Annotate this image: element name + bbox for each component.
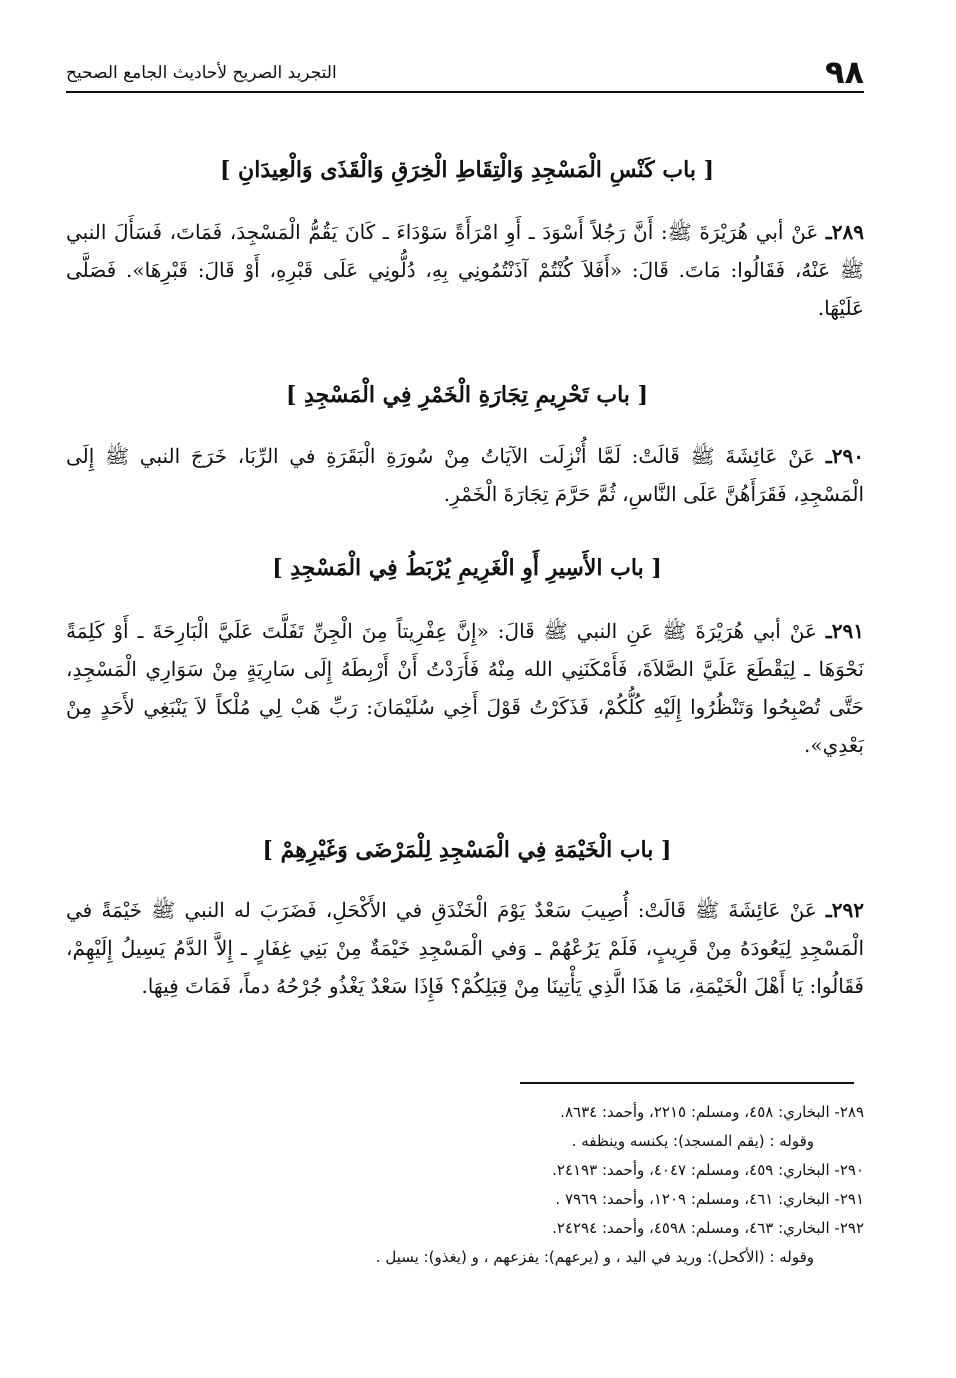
hadith-number: ٢٩٠ـ — [825, 444, 865, 468]
page-number: ٩٨ — [824, 53, 864, 91]
running-title: التجريد الصريح لأحاديث الجامع الصحيح — [66, 63, 337, 83]
hadith-text: عَنْ عَائِشَةَ ﷺ قَالَتْ: أُصِيبَ سَعْدٌ يَوْمَ الْخَنْدَقِ في الأَكْحَلِ، فَضَرَبَ له النبي ﷺ خَيْمَةً في الْمَسْجِدِ لِيَعُودَهُ مِنْ قَرِيبٍ، فَلَمْ يَرُعْهُمْ ـ وَفي الْمَسْجِدِ خَيْمَةٌ مِنْ بَنِي غِفَارٍ ـ إِلاَّ الدَّمُ يَسِيلُ إِلَيْهِمْ، فَقَالُوا: يَا أَهْلَ الْخَيْمَةِ، مَا هَذَا الَّذِي يَأْتِينَا مِنْ قِبَلِكُمْ؟ فَإِذَا سَعْدٌ يَغْذُو جُرْحُهُ دماً، فَمَاتَ فِيهَا. — [66, 898, 865, 998]
footnote-note: وقوله : (يقم المسجد): يكنسه وينظفه . — [571, 1132, 814, 1150]
footnote-note: وقوله : (الأكحل): وريد في اليد ، و (يرعهم): يفزعهم ، و (يغذو): يسيل . — [375, 1248, 814, 1266]
hadith-text: عَنْ أبي هُرَيْرَةَ ﷺ: أَنَّ رَجُلاً أَسْوَدَ ـ أَوِ امْرَأَةً سَوْدَاءَ ـ كَانَ يَقُمُّ الْمَسْجِدَ، فَمَاتَ، فَسَأَلَ النبي ﷺ عَنْهُ، فَقَالُوا: مَاتَ. قَالَ: «أَفَلاَ كُنْتُمْ آذَنْتُمُونِي بِهِ، دُلُّونِي عَلَى قَبْرِهِ، أَوْ قَالَ: قَبْرِهَا». فَصَلَّى عَلَيْهَا. — [66, 220, 864, 320]
footnote-290: ٢٩٠- البخاري: ٤٥٩، ومسلم: ٤٠٤٧، وأحمد: ٢٤١٩٣. — [552, 1161, 864, 1179]
chapter-heading: [ باب تَحْرِيمِ تِجَارَةِ الْخَمْرِ فِي الْمَسْجِدِ ] — [285, 382, 648, 408]
page-header — [66, 52, 864, 92]
footnotes — [150, 1098, 864, 1272]
hadith-number: ٢٩١ـ — [825, 619, 864, 643]
chapter-heading: [ باب الْخَيْمَةِ فِي الْمَسْجِدِ لِلْمَرْضَى وَغَيْرِهِمْ ] — [262, 837, 672, 863]
footnote-289: ٢٨٩- البخاري: ٤٥٨، ومسلم: ٢٢١٥، وأحمد: ٨٦٣٤. — [560, 1103, 864, 1121]
hadith-text: عَنْ عَائِشَةَ ﷺ قَالَتْ: لَمَّا أُنْزِلَت الآيَاتُ مِنْ سُورَةِ الْبَقَرَةِ في الرِّبَا، خَرَجَ النبي ﷺ إِلَى الْمَسْجِدِ، فَقَرَأَهُنَّ عَلَى النَّاسِ، ثُمَّ حَرَّمَ تِجَارَةَ الْخَمْرِ. — [66, 444, 864, 506]
hadith-292 — [66, 891, 864, 1005]
hadith-289 — [66, 213, 864, 327]
footnote-291: ٢٩١- البخاري: ٤٦١، ومسلم: ١٢٠٩، وأحمد: ٧٩٦٩ . — [555, 1190, 864, 1208]
chapter-heading: [ باب كَنْسِ الْمَسْجِدِ وَالْتِقَاطِ الْخِرَقِ وَالْقَذَى وَالْعِيدَانِ ] — [219, 157, 715, 183]
hadith-290 — [66, 437, 864, 513]
chapter-heading: [ باب الأَسِيرِ أَوِ الْغَرِيمِ يُرْبَطُ فِي الْمَسْجِدِ ] — [272, 555, 662, 581]
hadith-number: ٢٨٩ـ — [825, 220, 865, 244]
hadith-291 — [66, 612, 864, 764]
hadith-number: ٢٩٢ـ — [825, 898, 865, 922]
hadith-text: عَنْ أبي هُرَيْرَةَ ﷺ عَنِ النبي ﷺ قَالَ: «إِنَّ عِفْرِيتاً مِنَ الْجِنِّ تَفَلَّتَ عَلَيَّ الْبَارِحَةَ ـ أَوْ كَلِمَةً نَحْوَهَا ـ لِيَقْطَعَ عَلَيَّ الصَّلاَةَ، فَأَمْكَنَنِي الله مِنْهُ فَأَرَدْتُ أَنْ أَرْبِطَهُ إِلَى سَارِيَةٍ مِنْ سَوَارِي الْمَسْجِدِ، حَتَّى تُصْبِحُوا وَتَنْظُرُوا إِلَيْهِ كُلُّكُمْ، فَذَكَرْتُ قَوْلَ أَخِي سُلَيْمَانَ: رَبِّ هَبْ لِي مُلْكاً لاَ يَنْبَغِي لأَحَدٍ مِنْ بَعْدِي». — [66, 619, 864, 757]
footnote-292: ٢٩٢- البخاري: ٤٦٣، ومسلم: ٤٥٩٨، وأحمد: ٢٤٢٩٤. — [552, 1219, 864, 1237]
header-divider — [66, 91, 864, 93]
footnote-divider — [520, 1082, 854, 1084]
